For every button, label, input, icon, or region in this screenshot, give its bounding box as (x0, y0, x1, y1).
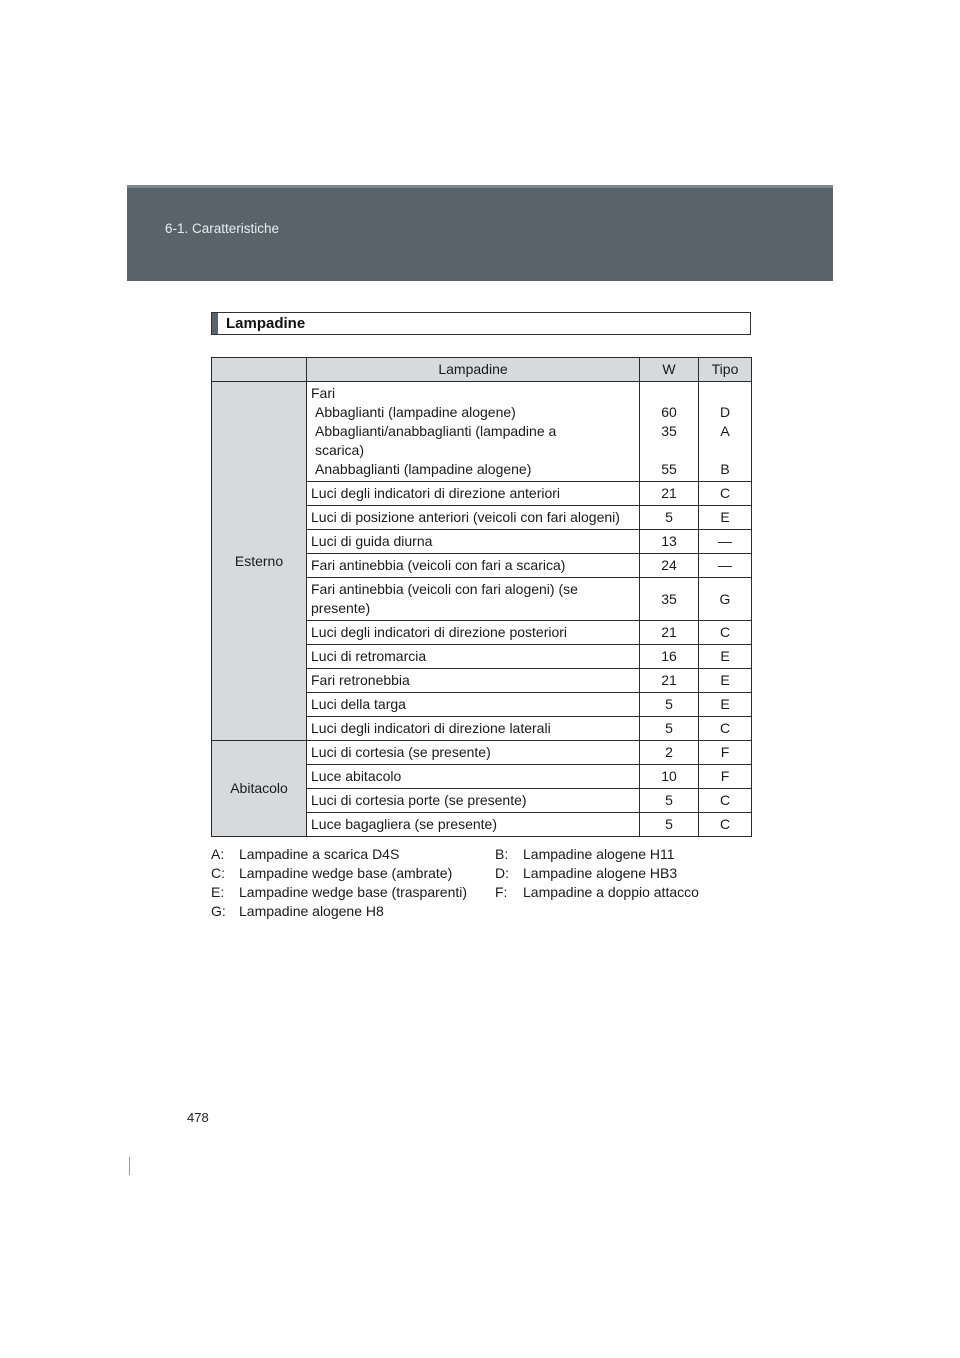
bulb-type: F (699, 741, 752, 765)
legend-key: E: (211, 884, 225, 900)
legend-text: Lampadine a doppio attacco (523, 884, 699, 900)
legend-item (495, 864, 677, 883)
bulb-description: Luci della targa (307, 693, 640, 717)
legend-key: D: (495, 865, 509, 881)
bulb-watts: 21 (640, 482, 699, 506)
fari-types (699, 382, 752, 482)
fari-line: Anabbaglianti (lampadine alogene) (315, 461, 532, 477)
legend-key: C: (211, 865, 225, 881)
header-band (127, 185, 833, 281)
bulb-type: C (699, 789, 752, 813)
bulb-type: C (699, 813, 752, 837)
page-number: 478 (187, 1110, 209, 1125)
bulb-description: Luci di guida diurna (307, 530, 640, 554)
legend (211, 845, 699, 921)
bulb-watts: 16 (640, 645, 699, 669)
table-header-row (212, 358, 752, 382)
section-title: Lampadine (226, 315, 306, 332)
fari-type-value: B (720, 461, 730, 477)
section-title-box (211, 312, 751, 335)
bulb-description: Luci degli indicatori di direzione anteriori (307, 482, 640, 506)
table-row (212, 741, 752, 765)
legend-item (211, 883, 495, 902)
legend-text: Lampadine alogene H11 (523, 846, 675, 862)
fari-line: Abbaglianti (lampadine alogene) (315, 404, 516, 420)
bulb-description: Luci di retromarcia (307, 645, 640, 669)
legend-text: Lampadine a scarica D4S (239, 846, 400, 862)
title-accent-bar (212, 313, 218, 334)
fari-watts (640, 382, 699, 482)
bulb-watts: 5 (640, 693, 699, 717)
bulb-watts: 10 (640, 765, 699, 789)
legend-text: Lampadine alogene HB3 (523, 865, 678, 881)
legend-key: F: (495, 884, 508, 900)
bulb-watts: 21 (640, 669, 699, 693)
legend-text: Lampadine wedge base (trasparenti) (239, 884, 468, 900)
bulb-watts: 5 (640, 789, 699, 813)
legend-text: Lampadine alogene H8 (239, 903, 384, 919)
bulb-watts: 35 (640, 578, 699, 621)
bulb-description: Luci degli indicatori di direzione posteriori (307, 621, 640, 645)
bulb-description: Fari antinebbia (veicoli con fari alogeni) (se presente) (307, 578, 640, 621)
bulb-description: Fari retronebbia (307, 669, 640, 693)
header-lampadine: Lampadine (307, 358, 640, 382)
legend-item (495, 845, 675, 864)
bulb-watts: 5 (640, 506, 699, 530)
bulb-type: E (699, 506, 752, 530)
bulb-description: Fari antinebbia (veicoli con fari a scarica) (307, 554, 640, 578)
bulb-type: G (699, 578, 752, 621)
legend-key: A: (211, 846, 225, 862)
bulb-type: C (699, 482, 752, 506)
bulb-type: C (699, 621, 752, 645)
bulb-type: — (699, 530, 752, 554)
bulb-description: Luci di posizione anteriori (veicoli con fari alogeni) (307, 506, 640, 530)
legend-row (211, 864, 699, 883)
fari-line: scarica) (315, 442, 365, 458)
legend-item (211, 902, 495, 921)
bulb-description: Luci di cortesia porte (se presente) (307, 789, 640, 813)
bulb-watts: 13 (640, 530, 699, 554)
fari-cell (307, 382, 640, 482)
header-empty-cell (212, 358, 307, 382)
fari-type-value: A (720, 423, 730, 439)
fari-title: Fari (311, 385, 336, 401)
table-row-fari (212, 382, 752, 482)
bulb-type: F (699, 765, 752, 789)
section-label: 6-1. Caratteristiche (165, 221, 280, 236)
bulb-watts: 2 (640, 741, 699, 765)
fari-watt-value: 60 (661, 404, 677, 420)
header-w: W (640, 358, 699, 382)
legend-item (495, 883, 699, 902)
bulb-watts: 24 (640, 554, 699, 578)
fari-watt-value: 35 (661, 423, 677, 439)
bulb-type: C (699, 717, 752, 741)
bulb-watts: 5 (640, 717, 699, 741)
bulb-description: Luce bagagliera (se presente) (307, 813, 640, 837)
legend-row (211, 883, 699, 902)
bulb-description: Luci di cortesia (se presente) (307, 741, 640, 765)
fari-line: Abbaglianti/anabbaglianti (lampadine a (315, 423, 557, 439)
legend-key: G: (211, 903, 226, 919)
bulb-description: Luci degli indicatori di direzione laterali (307, 717, 640, 741)
legend-key: B: (495, 846, 509, 862)
header-top-line (127, 185, 833, 188)
legend-text: Lampadine wedge base (ambrate) (239, 865, 453, 881)
fari-type-value: D (719, 404, 731, 420)
bulb-watts: 21 (640, 621, 699, 645)
category-abitacolo: Abitacolo (212, 741, 307, 837)
bulb-type: E (699, 669, 752, 693)
bulb-type: — (699, 554, 752, 578)
legend-row (211, 902, 699, 921)
bulb-watts: 5 (640, 813, 699, 837)
category-esterno: Esterno (212, 382, 307, 741)
bulb-description: Luce abitacolo (307, 765, 640, 789)
legend-row (211, 845, 699, 864)
legend-item (211, 845, 495, 864)
bulbs-table (211, 357, 752, 837)
legend-item (211, 864, 495, 883)
margin-mark (129, 1157, 130, 1175)
bulb-type: E (699, 645, 752, 669)
bulb-type: E (699, 693, 752, 717)
fari-watt-value: 55 (661, 461, 677, 477)
header-tipo: Tipo (699, 358, 752, 382)
